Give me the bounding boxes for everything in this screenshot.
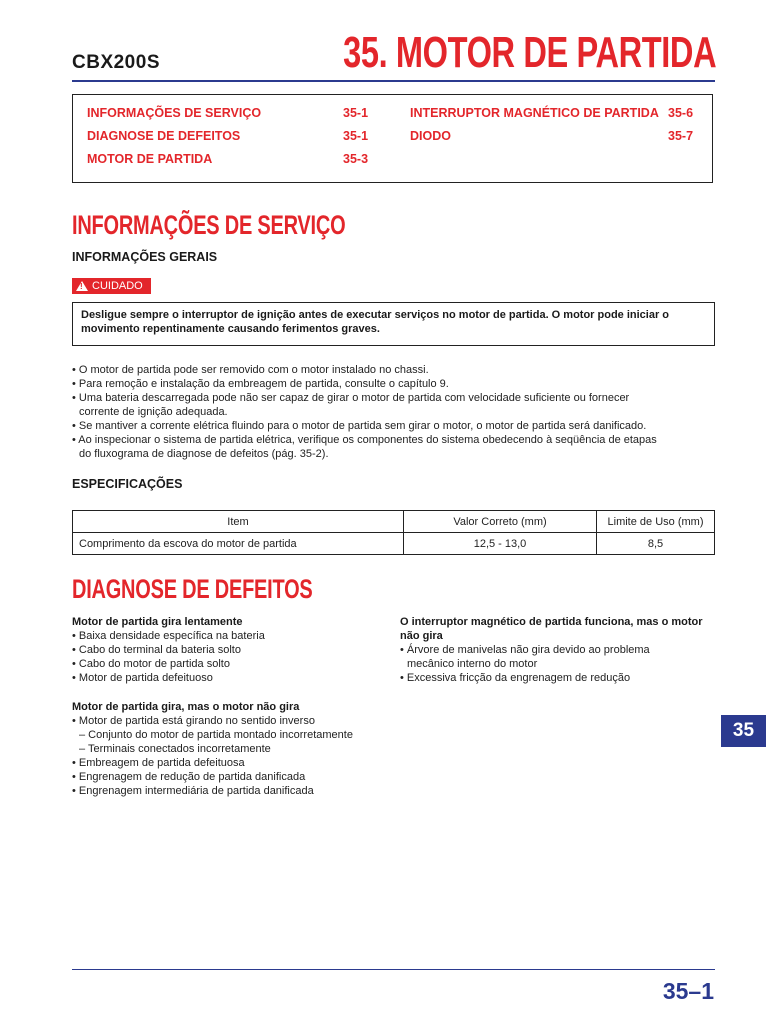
section-heading-troubleshooting: DIAGNOSE DE DEFEITOS xyxy=(72,574,313,604)
list-item: • Excessiva fricção da engrenagem de redução xyxy=(400,672,631,684)
symptom-block xyxy=(72,615,265,685)
list-item: • Para remoção e instalação da embreagem de partida, consulte o capítulo 9. xyxy=(72,378,449,390)
caution-label: CUIDADO xyxy=(92,280,143,292)
specs-table xyxy=(72,510,715,555)
list-subitem: – Terminais conectados incorretamente xyxy=(79,743,271,755)
list-item: • Engrenagem intermediária de partida danificada xyxy=(72,785,314,797)
list-item: • Engrenagem de redução de partida danificada xyxy=(72,771,306,783)
table-header-cell: Limite de Uso (mm) xyxy=(597,511,715,533)
table-cell: 8,5 xyxy=(597,533,715,555)
toc-item-page[interactable]: 35-6 xyxy=(668,106,694,120)
table-cell: Comprimento da escova do motor de partida xyxy=(73,533,404,555)
list-item: • Uma bateria descarregada pode não ser capaz de girar o motor de partida com velocidade suficiente ou fornecer xyxy=(72,392,630,404)
toc-item-page[interactable]: 35-7 xyxy=(668,129,694,143)
toc-item-page[interactable]: 35-1 xyxy=(343,106,369,120)
symptom-block xyxy=(400,615,703,685)
toc-item-page[interactable]: 35-1 xyxy=(343,129,369,143)
chapter-title: 35. MOTOR DE PARTIDA xyxy=(342,28,716,77)
toc-item-label[interactable]: DIAGNOSE DE DEFEITOS xyxy=(87,129,241,143)
symptom-title: O interruptor magnético de partida funciona, mas o motor xyxy=(400,616,703,628)
list-item: • O motor de partida pode ser removido com o motor instalado no chassi. xyxy=(72,364,429,376)
header-rule xyxy=(72,80,715,82)
list-item: • Cabo do terminal da bateria solto xyxy=(72,644,241,656)
toc-item-label[interactable]: DIODO xyxy=(410,129,451,143)
toc-item-label[interactable]: INFORMAÇÕES DE SERVIÇO xyxy=(87,106,262,120)
list-item-continuation: corrente de ignição adequada. xyxy=(79,406,228,418)
chapter-tab[interactable]: 35 xyxy=(721,715,766,747)
list-item-continuation: do fluxograma de diagnose de defeitos (pág. 35-2). xyxy=(79,448,329,460)
symptom-title: não gira xyxy=(400,630,443,642)
general-info-heading: INFORMAÇÕES GERAIS xyxy=(72,250,218,264)
caution-box xyxy=(72,302,715,346)
symptom-title: Motor de partida gira lentamente xyxy=(72,616,243,628)
list-item: • Se mantiver a corrente elétrica fluindo para o motor de partida sem girar o motor, o motor de partida será danificado. xyxy=(72,420,647,432)
section-heading-service-info: INFORMAÇÕES DE SERVIÇO xyxy=(72,210,346,240)
list-item: • Cabo do motor de partida solto xyxy=(72,658,230,670)
list-item: • Motor de partida está girando no sentido inverso xyxy=(72,715,315,727)
table-header-row xyxy=(73,511,715,533)
list-item: • Baixa densidade específica na bateria xyxy=(72,630,265,642)
toc-item-label[interactable]: INTERRUPTOR MAGNÉTICO DE PARTIDA xyxy=(410,106,659,120)
caution-text-line: movimento repentinamente causando ferimentos graves. xyxy=(81,323,380,335)
warning-triangle-icon xyxy=(76,281,88,291)
list-item: • Embreagem de partida defeituosa xyxy=(72,757,245,769)
toc-box xyxy=(72,94,713,183)
list-item: • Motor de partida defeituoso xyxy=(72,672,213,684)
model-name: CBX200S xyxy=(72,52,160,73)
table-header-cell: Valor Correto (mm) xyxy=(404,511,597,533)
toc-item-label[interactable]: MOTOR DE PARTIDA xyxy=(87,152,213,166)
symptom-block xyxy=(72,700,353,798)
specs-heading: ESPECIFICAÇÕES xyxy=(72,477,183,491)
toc-item-page[interactable]: 35-3 xyxy=(343,152,369,166)
table-header-cell: Item xyxy=(73,511,404,533)
page-number: 35–1 xyxy=(662,978,714,1004)
service-notes-list xyxy=(72,363,722,461)
table-cell: 12,5 - 13,0 xyxy=(404,533,597,555)
symptom-title: Motor de partida gira, mas o motor não gira xyxy=(72,701,300,713)
footer-rule xyxy=(72,969,715,970)
list-subitem: – Conjunto do motor de partida montado incorretamente xyxy=(79,729,353,741)
list-item: • Ao inspecionar o sistema de partida elétrica, verifique os componentes do sistema obedecendo à seqüência de etapas xyxy=(72,434,657,446)
caution-badge xyxy=(72,278,151,294)
list-item: • Árvore de manivelas não gira devido ao problema xyxy=(400,644,650,656)
list-item-continuation: mecânico interno do motor xyxy=(407,658,538,670)
caution-text-line: Desligue sempre o interruptor de ignição antes de executar serviços no motor de partida. O motor pode iniciar o xyxy=(81,309,670,321)
table-row xyxy=(73,533,715,555)
